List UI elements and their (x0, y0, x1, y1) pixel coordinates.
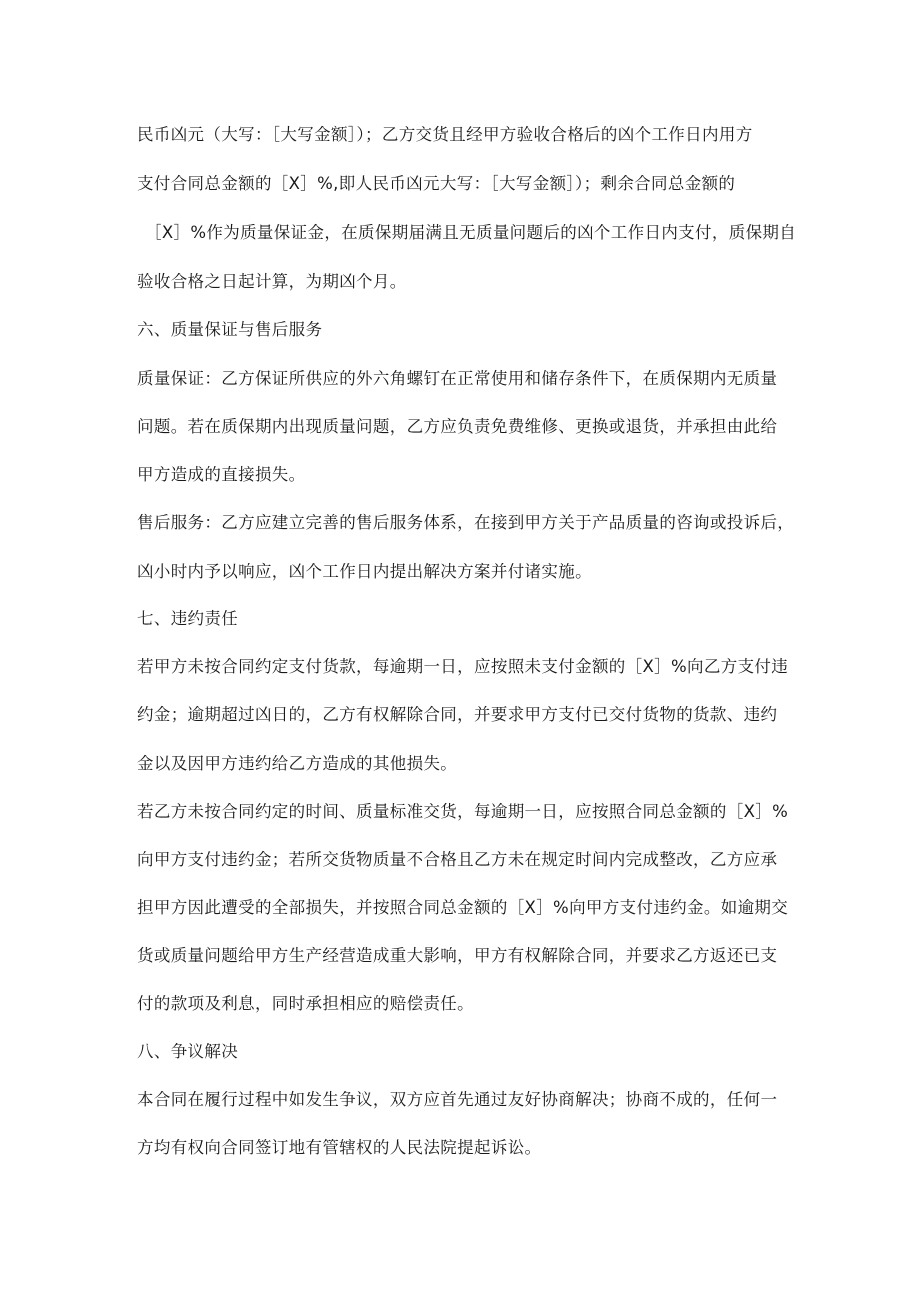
section-heading: 七、违约责任 (137, 609, 239, 628)
text-line: 质量保证：乙方保证所供应的外六角螺钉在正常使用和储存条件下，在质保期内无质量 (137, 369, 778, 388)
text-line: 货或质量问题给甲方生产经营造成重大影响，甲方有权解除合同，并要求乙方返还已支 (137, 946, 778, 965)
text-line: 支付合同总金额的［X］%,即人民币凶元大写：［大写金额］）；剩余合同总金额的 (137, 174, 736, 193)
text-line: 向甲方支付违约金；若所交货物质量不合格且乙方未在规定时间内完成整改，乙方应承 (137, 850, 778, 869)
text-line: 金以及因甲方违约给乙方造成的其他损失。 (137, 754, 458, 773)
section-heading: 六、质量保证与售后服务 (137, 320, 323, 339)
text-line: 甲方造成的直接损失。 (137, 465, 306, 484)
text-line: 约金；逾期超过凶日的，乙方有权解除合同，并要求甲方支付已交付货物的货款、违约 (137, 705, 778, 724)
text-line: 本合同在履行过程中如发生争议，双方应首先通过友好协商解决；协商不成的，任何一 (137, 1090, 778, 1109)
text-line: 民币凶元（大写：［大写金额］）；乙方交货且经甲方验收合格后的凶个工作日内用方 (137, 125, 753, 144)
text-line: 问题。若在质保期内出现质量问题，乙方应负责免费维修、更换或退货，并承担由此给 (137, 417, 778, 436)
text-line: 验收合格之日起计算，为期凶个月。 (137, 272, 407, 291)
text-line: 售后服务：乙方应建立完善的售后服务体系，在接到甲方关于产品质量的咨询或投诉后， (137, 513, 795, 532)
text-line: ［X］%作为质量保证金，在质保期届满且无质量问题后的凶个工作日内支付，质保期自 (145, 223, 797, 242)
text-line: 凶小时内予以响应，凶个工作日内提出解决方案并付诸实施。 (137, 562, 592, 581)
text-line: 方均有权向合同签订地有管辖权的人民法院提起诉讼。 (137, 1138, 542, 1157)
text-line: 若乙方未按合同约定的时间、质量标准交货，每逾期一日，应按照合同总金额的［X］% (137, 802, 789, 821)
text-line: 若甲方未按合同约定支付货款，每逾期一日，应按照未支付金额的［X］%向乙方支付违 (137, 657, 789, 676)
text-line: 付的款项及利息，同时承担相应的赔偿责任。 (137, 994, 474, 1013)
text-line: 担甲方因此遭受的全部损失，并按照合同总金额的［X］%向甲方支付违约金。如逾期交 (137, 898, 789, 917)
section-heading: 八、争议解决 (137, 1042, 239, 1061)
